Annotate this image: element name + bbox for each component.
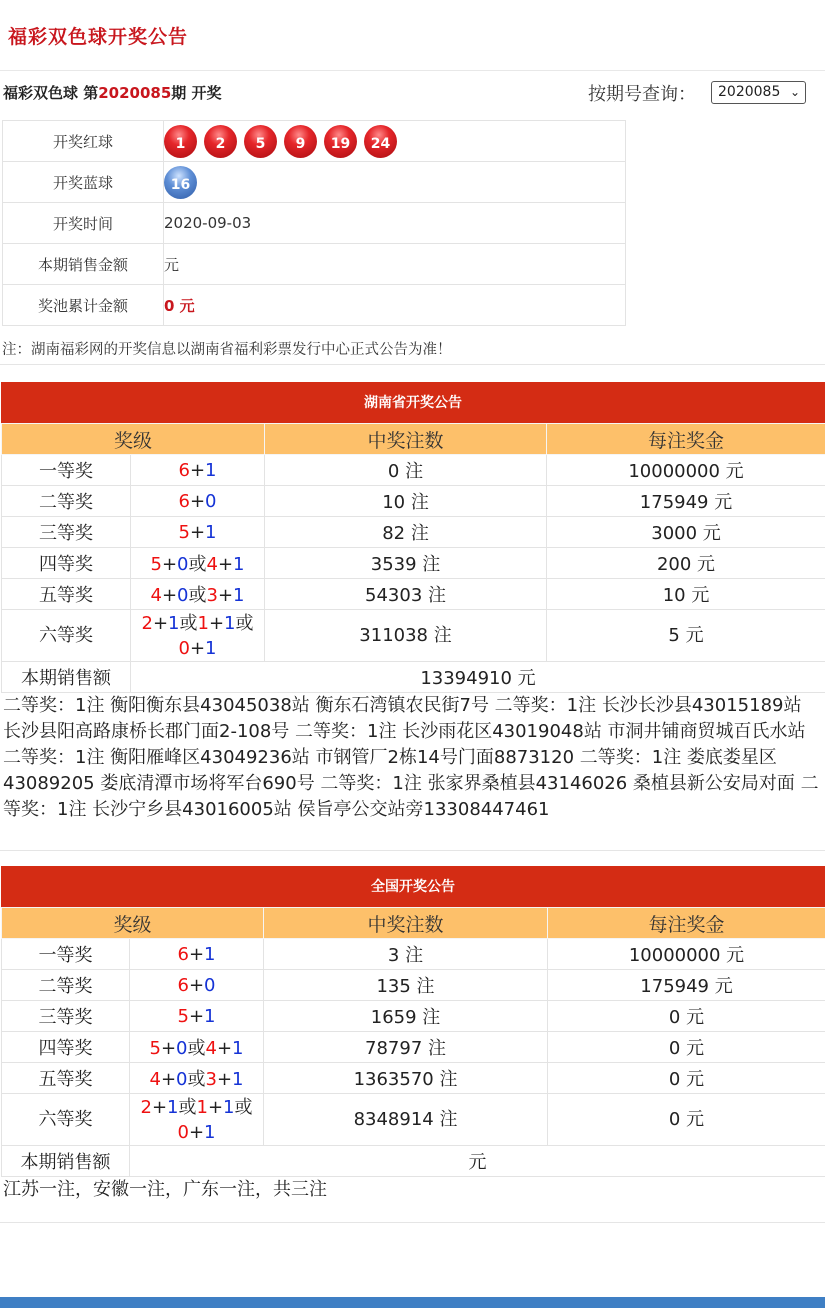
issue-bar — [0, 72, 825, 112]
national-section — [1, 866, 825, 1203]
red-balls-row — [3, 121, 626, 162]
table-row: 四等奖 5+0或4+1 78797 注 0 元 — [2, 1032, 825, 1063]
national-prize-table — [1, 907, 825, 1177]
col-header-count: 中奖注数 — [264, 908, 548, 939]
red-ball: 1 — [164, 125, 197, 158]
table-row: 六等奖 2+1或1+1或 0+1 8348914 注 0 元 — [2, 1094, 825, 1146]
pool-value: 0 元 — [164, 285, 626, 326]
table-header — [2, 424, 825, 455]
col-header-count: 中奖注数 — [265, 424, 547, 455]
sales-total-label: 本期销售额 — [2, 1146, 130, 1177]
draw-info-table — [2, 120, 626, 326]
draw-time-row — [3, 203, 626, 244]
red-ball: 5 — [244, 125, 277, 158]
win-condition: 6+1 — [131, 455, 265, 486]
sales-total-value: 元 — [130, 1146, 825, 1177]
disclaimer-notice: 注：湖南福彩网的开奖信息以湖南省福利彩票发行中心正式公告为准！ — [2, 342, 452, 358]
issue-suffix: 期 开奖 — [171, 84, 222, 102]
table-row: 四等奖 5+0或4+1 3539 注 200 元 — [2, 548, 825, 579]
table-row: 三等奖 5+1 1659 注 0 元 — [2, 1001, 825, 1032]
sales-label: 本期销售金额 — [3, 244, 164, 285]
blue-ball-row — [3, 162, 626, 203]
table-header — [2, 908, 825, 939]
table-row: 六等奖 2+1或1+1或 0+1 311038 注 5 元 — [2, 610, 825, 662]
sales-value: 元 — [164, 244, 626, 285]
divider — [0, 1222, 825, 1223]
hunan-prize-table — [1, 423, 825, 693]
issue-select[interactable] — [711, 81, 806, 104]
red-balls — [164, 125, 625, 158]
page-title: 福彩双色球开奖公告 — [8, 26, 189, 48]
col-header-prize: 每注奖金 — [547, 424, 825, 455]
red-ball: 24 — [364, 125, 397, 158]
issue-heading — [3, 82, 222, 103]
table-row: 五等奖 4+0或3+1 1363570 注 0 元 — [2, 1063, 825, 1094]
table-row: 一等奖 6+1 3 注 10000000 元 — [2, 939, 825, 970]
draw-time-label: 开奖时间 — [3, 203, 164, 244]
query-label: 按期号查询： — [588, 84, 696, 105]
win-condition: 5+0或4+1 — [130, 1032, 264, 1063]
win-condition: 4+0或3+1 — [130, 1063, 264, 1094]
sales-total-label: 本期销售额 — [2, 662, 131, 693]
sales-total-row — [2, 1146, 825, 1177]
red-balls-label: 开奖红球 — [3, 121, 164, 162]
national-title: 全国开奖公告 — [1, 866, 825, 907]
blue-ball-label: 开奖蓝球 — [3, 162, 164, 203]
col-header-level: 奖级 — [2, 424, 265, 455]
table-row: 五等奖 4+0或3+1 54303 注 10 元 — [2, 579, 825, 610]
hunan-title: 湖南省开奖公告 — [1, 382, 825, 423]
sales-total-value: 13394910 元 — [131, 662, 825, 693]
win-condition: 6+0 — [131, 486, 265, 517]
win-condition: 2+1或1+1或 0+1 — [131, 610, 265, 662]
issue-prefix: 福彩双色球 第 — [3, 84, 99, 102]
divider — [0, 850, 825, 851]
win-condition: 5+1 — [131, 517, 265, 548]
win-condition: 4+0或3+1 — [131, 579, 265, 610]
pool-row — [3, 285, 626, 326]
winner-details: 二等奖：1注 衡阳衡东县43045038站 衡东石湾镇农民街7号 二等奖：1注 长沙长沙县43015189站 长沙县阳高路康桥长郡门面2-108号 二等奖：1注 长沙雨花区43019048站 市洞井铺商贸城百氏水站 二等奖：1注 衡阳雁峰区43049236站 市钢管厂2栋14号门面8873120 二等奖：1注 娄底娄星区43089205 娄底清潭市场将军台690号 二等奖：1注 张家界桑植县43146026 桑植县新公安局对面 二等奖：1注 长沙宁乡县43016005站 侯旨亭公交站旁13308447461 — [3, 695, 819, 820]
page-header — [0, 0, 825, 71]
sales-total-row — [2, 662, 825, 693]
issue-number: 2020085 — [98, 84, 172, 102]
table-row: 三等奖 5+1 82 注 3000 元 — [2, 517, 825, 548]
col-header-prize: 每注奖金 — [548, 908, 825, 939]
blue-ball: 16 — [164, 166, 197, 199]
win-condition: 6+0 — [130, 970, 264, 1001]
hunan-section — [1, 382, 825, 823]
win-condition: 6+1 — [130, 939, 264, 970]
sales-row — [3, 244, 626, 285]
win-condition: 2+1或1+1或 0+1 — [130, 1094, 264, 1146]
table-row: 二等奖 6+0 10 注 175949 元 — [2, 486, 825, 517]
red-ball: 2 — [204, 125, 237, 158]
win-condition: 5+0或4+1 — [131, 548, 265, 579]
win-condition: 5+1 — [130, 1001, 264, 1032]
red-ball: 9 — [284, 125, 317, 158]
table-row: 一等奖 6+1 0 注 10000000 元 — [2, 455, 825, 486]
winner-details: 江苏一注，安徽一注，广东一注，共三注 — [3, 1179, 327, 1200]
chevron-down-icon: ⌄ — [789, 85, 800, 99]
red-ball: 19 — [324, 125, 357, 158]
table-row: 二等奖 6+0 135 注 175949 元 — [2, 970, 825, 1001]
divider — [0, 364, 825, 365]
col-header-level: 奖级 — [2, 908, 264, 939]
footer-bar — [0, 1297, 825, 1308]
draw-time-value: 2020-09-03 — [164, 203, 626, 244]
issue-select-value: 2020085 — [718, 84, 781, 100]
pool-label: 奖池累计金额 — [3, 285, 164, 326]
